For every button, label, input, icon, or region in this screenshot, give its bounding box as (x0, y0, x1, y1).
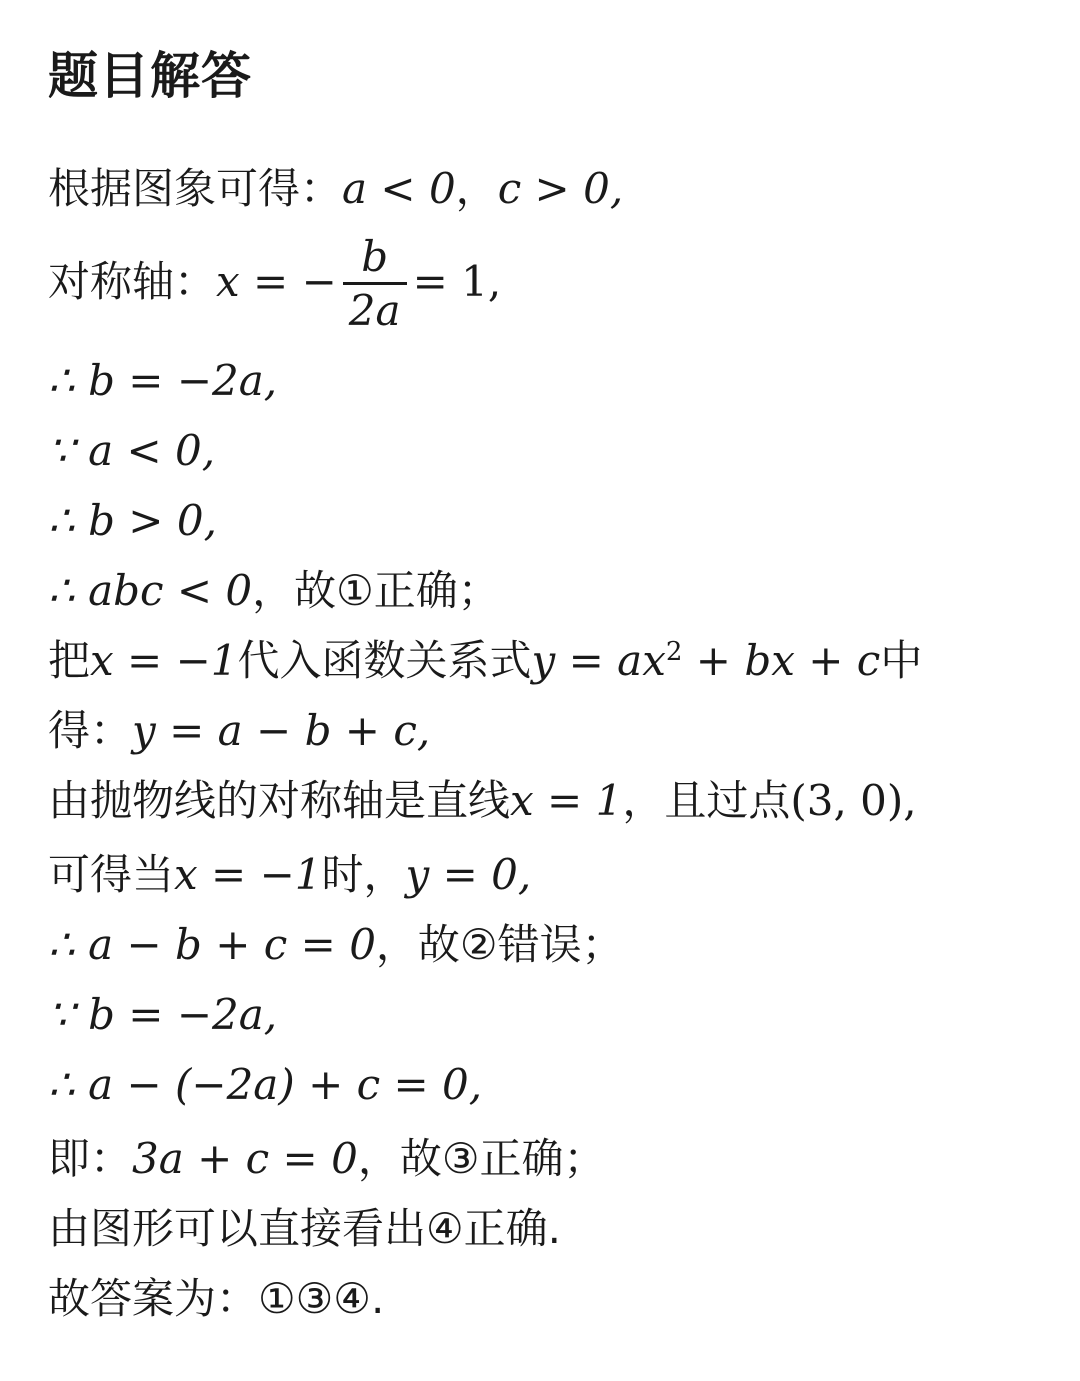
step-math: x = − (216, 257, 337, 306)
step-line-1 (48, 164, 623, 214)
step-text: 得： (48, 706, 133, 755)
step-line-14 (48, 1134, 605, 1184)
step-math: ∴ a − b + c = 0 (48, 920, 376, 969)
step-line-12: ∵ b = −2a, (48, 990, 278, 1039)
step-line-9 (48, 776, 917, 826)
step-math: + bx + c (682, 636, 881, 685)
step-text: 根据图象可得： (48, 164, 343, 213)
step-line-4: ∵ a < 0, (48, 426, 216, 475)
step-text: 代入函数关系式 (237, 636, 532, 685)
step-line-6 (48, 566, 500, 616)
step-math: x = −1 (90, 636, 238, 685)
step-text: 中 (880, 636, 923, 685)
step-text: 由抛物线的对称轴是直线 (48, 776, 511, 825)
step-line-3: ∴ b = −2a, (48, 356, 278, 405)
step-math: 3a + c = 0 (132, 1134, 358, 1183)
step-line-7 (48, 636, 922, 686)
step-line-8 (48, 706, 430, 756)
step-text: ，故②错误； (375, 920, 624, 969)
step-line-11 (48, 920, 624, 970)
step-text: 把 (48, 636, 91, 685)
step-math: x = 1 (510, 776, 623, 825)
step-text: 即： (48, 1134, 133, 1183)
step-line-13: ∴ a − (−2a) + c = 0, (48, 1060, 483, 1109)
step-math: y = a − b + c, (132, 706, 431, 755)
exponent: 2 (665, 637, 683, 667)
step-line-2 (48, 232, 501, 337)
step-text: ，故①正确； (252, 566, 500, 615)
step-line-16: 故答案为：①③④. (48, 1274, 385, 1323)
fraction-denominator: 2a (343, 282, 407, 337)
page-title: 题目解答 (48, 47, 252, 105)
step-text: ，且过点 (622, 776, 791, 825)
step-text: ，故③正确； (357, 1134, 606, 1183)
step-text: 对称轴： (48, 257, 217, 306)
step-text: 时， (321, 850, 406, 899)
fraction-numerator: b (361, 232, 389, 281)
step-math: y = 0, (405, 850, 532, 899)
step-line-5: ∴ b > 0, (48, 496, 217, 545)
step-separator: ， (455, 164, 498, 213)
step-math: ∴ abc < 0 (48, 566, 253, 615)
step-line-10 (48, 850, 531, 900)
step-math: = 1, (412, 257, 502, 306)
step-math: (3, 0), (790, 776, 917, 825)
step-text: 可得当 (48, 850, 175, 899)
fraction (343, 232, 407, 337)
step-math: c > 0, (497, 164, 624, 213)
step-math: a < 0 (342, 164, 456, 213)
step-math: x = −1 (174, 850, 322, 899)
step-line-15: 由图形可以直接看出④正确. (48, 1204, 562, 1253)
step-math: y = ax (531, 636, 666, 685)
